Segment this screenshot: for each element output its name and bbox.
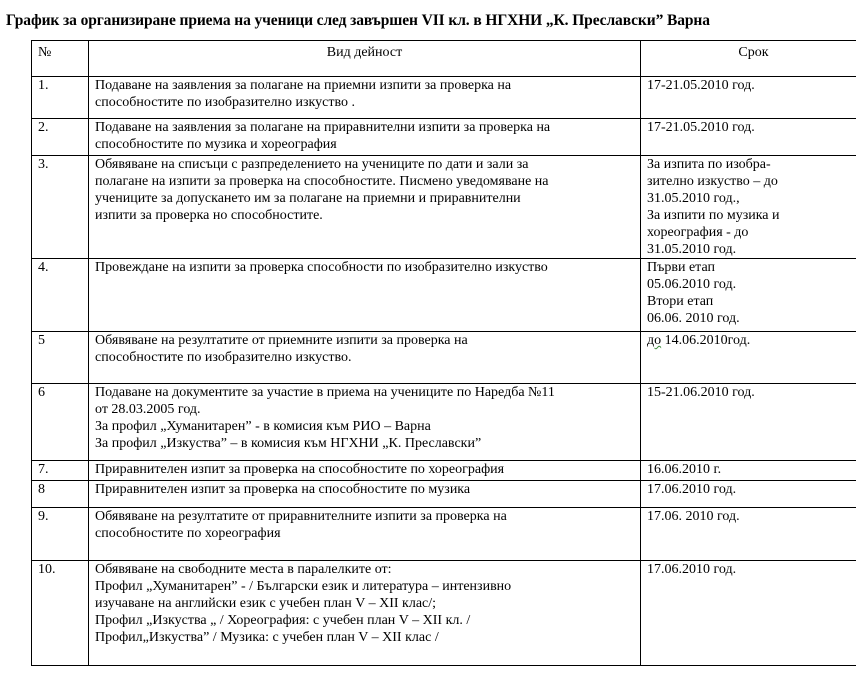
- row-activity: [89, 508, 641, 561]
- activity-line: изучаване на английски език с учебен план V – XII клас/;: [95, 596, 437, 611]
- row-number: 6: [32, 384, 89, 461]
- activity-line: Подаване на заявления за полагане на приравнителни изпити за проверка на: [95, 120, 551, 135]
- row-number: 3.: [32, 156, 89, 259]
- activity-line: способностите по изобразително изкуство .: [95, 95, 355, 110]
- row-number: 4.: [32, 259, 89, 332]
- term-line: 17.06.2010 год.: [647, 562, 737, 577]
- row-activity: [89, 77, 641, 119]
- table-row: [32, 77, 856, 119]
- activity-line: Подаване на документите за участие в приема на учениците по Наредба №11: [95, 385, 555, 400]
- row-number: 2.: [32, 119, 89, 156]
- term-line: 17.06.2010 год.: [647, 482, 737, 497]
- row-term: [641, 481, 856, 508]
- row-term: [641, 508, 856, 561]
- term-line: 31.05.2010 год.: [647, 242, 737, 257]
- term-line: зително изкуство – до: [647, 174, 778, 189]
- term-line: 31.05.2010 год.,: [647, 191, 740, 206]
- row-number: 8: [32, 481, 89, 508]
- activity-line: Провеждане на изпити за проверка способности по изобразително изкуство: [95, 260, 548, 275]
- activity-line: полагане на изпити за проверка на способностите. Писмено уведомяване на: [95, 174, 549, 189]
- row-activity: [89, 156, 641, 259]
- activity-line: способностите по хореография: [95, 526, 281, 541]
- activity-line: Подаване на заявления за полагане на приемни изпити за проверка на: [95, 78, 512, 93]
- row-term: [641, 119, 856, 156]
- term-line: 06.06. 2010 год.: [647, 311, 740, 326]
- row-activity: [89, 481, 641, 508]
- term-line: 15-21.06.2010 год.: [647, 385, 755, 400]
- table-row: [32, 332, 856, 384]
- row-term: [641, 332, 856, 384]
- term-line: Първи етап: [647, 260, 715, 275]
- activity-line: За профил „Хуманитарен” - в комисия към РИО – Варна: [95, 419, 431, 434]
- term-line: хореография - до: [647, 225, 749, 240]
- row-term: [641, 384, 856, 461]
- row-activity: [89, 259, 641, 332]
- term-line: до 14.06.2010год.: [647, 333, 751, 348]
- activity-line: способностите по музика и хореография: [95, 137, 337, 152]
- row-number: 1.: [32, 77, 89, 119]
- term-line: 05.06.2010 год.: [647, 277, 737, 292]
- row-activity: [89, 384, 641, 461]
- row-number: 7.: [32, 461, 89, 481]
- term-prefix: до: [647, 333, 662, 348]
- header-term: Срок: [641, 41, 856, 77]
- row-term: [641, 259, 856, 332]
- activity-line: Обявяване на свободните места в паралелките от:: [95, 562, 392, 577]
- row-term: [641, 77, 856, 119]
- row-term: [641, 461, 856, 481]
- header-activity: Вид дейност: [89, 41, 641, 77]
- table-row: [32, 481, 856, 508]
- activity-line: учениците за допускането им за полагане на приемни и приравнителни: [95, 191, 521, 206]
- term-line: 17.06. 2010 год.: [647, 509, 740, 524]
- activity-line: изпити за проверка но способностите.: [95, 208, 323, 223]
- activity-line: Приравнителен изпит за проверка на способностите по хореография: [95, 462, 505, 477]
- table-row: [32, 156, 856, 259]
- activity-line: Профил„Изкуства” / Музика: с учебен план V – XII клас /: [95, 630, 439, 645]
- activity-line: Профил „Хуманитарен” - / Български език и литература – интензивно: [95, 579, 512, 594]
- activity-line: Профил „Изкуства „ / Хореография: с учебен план V – XII кл. /: [95, 613, 471, 628]
- header-number: №: [32, 41, 89, 77]
- table-row: [32, 259, 856, 332]
- page-title: График за организиране приема на ученици след завършен VII кл. в НГХНИ „К. Преславски” Варна: [6, 12, 710, 29]
- activity-line: Обявяване на резултатите от приравнителните изпити за проверка на: [95, 509, 507, 524]
- row-term: [641, 561, 856, 666]
- row-activity: [89, 561, 641, 666]
- term-line: 16.06.2010 г.: [647, 462, 722, 477]
- activity-line: от 28.03.2005 год.: [95, 402, 201, 417]
- term-line: За изпити по музика и: [647, 208, 780, 223]
- term-line: За изпита по изобра-: [647, 157, 771, 172]
- row-number: 10.: [32, 561, 89, 666]
- table-row: [32, 508, 856, 561]
- activity-line: За профил „Изкуства” – в комисия към НГХНИ „К. Преславски”: [95, 436, 482, 451]
- table-row: [32, 384, 856, 461]
- table-row: [32, 561, 856, 666]
- row-number: 9.: [32, 508, 89, 561]
- schedule-table: [31, 40, 856, 666]
- term-line: Втори етап: [647, 294, 714, 309]
- activity-line: Приравнителен изпит за проверка на способностите по музика: [95, 482, 471, 497]
- row-activity: [89, 332, 641, 384]
- term-line: 17-21.05.2010 год.: [647, 78, 755, 93]
- activity-line: способностите по изобразително изкуство.: [95, 350, 352, 365]
- activity-line: Обявяване на списъци с разпределението на учениците по дати и зали за: [95, 157, 529, 172]
- activity-line: Обявяване на резултатите от приемните изпити за проверка на: [95, 333, 468, 348]
- row-number: 5: [32, 332, 89, 384]
- table-header-row: [32, 41, 856, 77]
- table-row: [32, 119, 856, 156]
- row-activity: [89, 119, 641, 156]
- row-activity: [89, 461, 641, 481]
- table-row: [32, 461, 856, 481]
- term-line: 17-21.05.2010 год.: [647, 120, 755, 135]
- row-term: [641, 156, 856, 259]
